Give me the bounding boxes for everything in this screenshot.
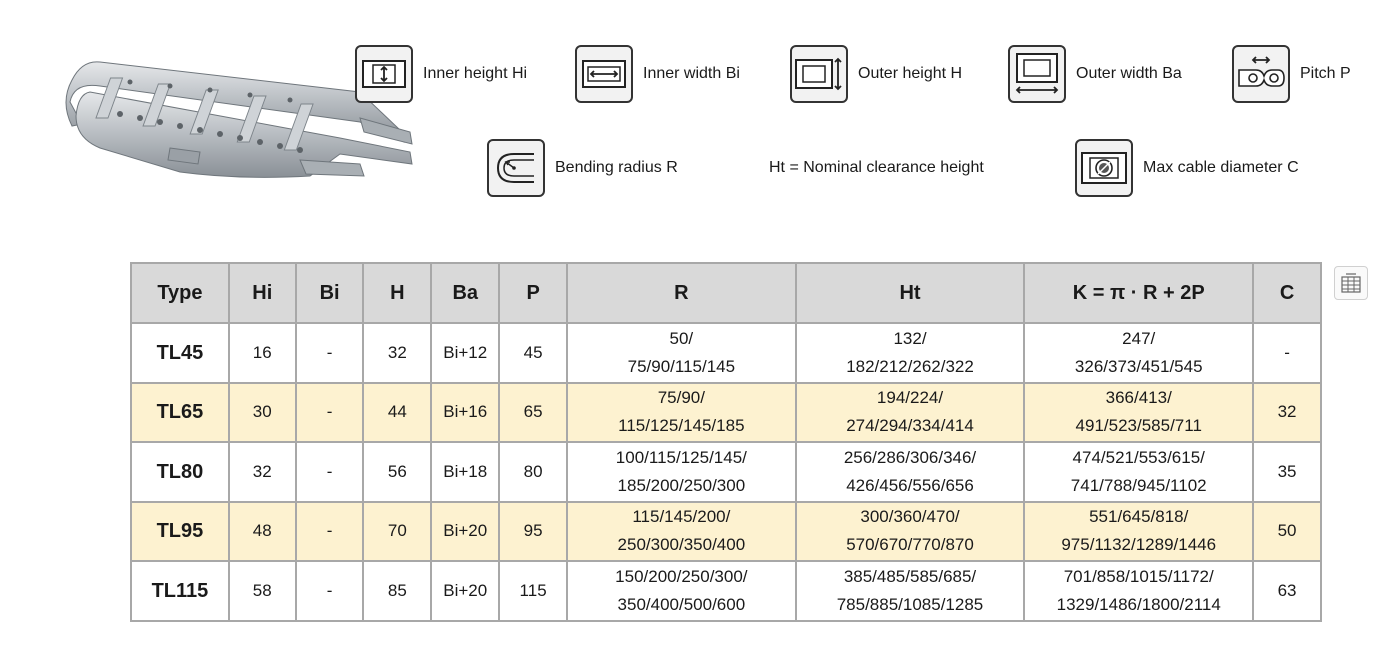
bending-radius-icon <box>487 139 545 197</box>
cell-p: 95 <box>499 502 567 562</box>
cell-line: 385/485/585/685/ <box>843 566 977 586</box>
cell-line: 426/456/556/656 <box>846 475 974 495</box>
column-header: P <box>499 263 567 323</box>
cell-r <box>567 442 796 502</box>
cell-h: 70 <box>363 502 431 562</box>
table-row <box>131 323 1321 383</box>
cell-ba: Bi+20 <box>431 502 499 562</box>
cell-k <box>1024 502 1253 562</box>
table-header-row <box>131 263 1321 323</box>
outer-width-icon <box>1008 45 1066 103</box>
cell-line: 115/125/145/185 <box>618 416 745 436</box>
column-header: H <box>363 263 431 323</box>
cell-ba: Bi+16 <box>431 383 499 443</box>
cell-line: 274/294/334/414 <box>846 416 974 436</box>
cell-k <box>1024 561 1253 621</box>
cell-type: TL115 <box>131 561 229 621</box>
cell-r <box>567 561 796 621</box>
cell-line: 247/ <box>1122 328 1156 348</box>
inner-height-icon <box>355 45 413 103</box>
cell-type: TL65 <box>131 383 229 443</box>
cell-line: 741/788/945/1102 <box>1070 475 1207 495</box>
cell-type: TL80 <box>131 442 229 502</box>
cell-line: 474/521/553/615/ <box>1072 447 1205 467</box>
cell-c: 63 <box>1253 561 1321 621</box>
cell-line: 785/885/1085/1285 <box>836 594 984 614</box>
cell-hi: 58 <box>229 561 296 621</box>
cell-c: 50 <box>1253 502 1321 562</box>
legend-inner-width <box>575 45 740 103</box>
cell-line: 491/523/585/711 <box>1075 416 1202 436</box>
table-body <box>131 323 1321 621</box>
cell-ht <box>796 442 1025 502</box>
column-header: Ht <box>796 263 1025 323</box>
cell-hi: 30 <box>229 383 296 443</box>
cell-line: 100/115/125/145/ <box>615 447 747 467</box>
legend-inner-height <box>355 45 527 103</box>
cell-line: 570/670/770/870 <box>846 535 974 555</box>
cell-p: 115 <box>499 561 567 621</box>
cell-line: 1329/1486/1800/2114 <box>1056 594 1221 614</box>
legend-label-bending-radius: Bending radius R <box>555 159 678 176</box>
spec-table <box>130 262 1322 622</box>
cell-c: 32 <box>1253 383 1321 443</box>
cell-ht <box>796 561 1025 621</box>
column-header: K = π · R + 2P <box>1024 263 1253 323</box>
cell-h: 85 <box>363 561 431 621</box>
cell-line: 701/858/1015/1172/ <box>1063 566 1214 586</box>
cell-ba: Bi+20 <box>431 561 499 621</box>
cell-type: TL95 <box>131 502 229 562</box>
cell-p: 80 <box>499 442 567 502</box>
cell-bi: - <box>296 323 364 383</box>
cell-r <box>567 383 796 443</box>
column-header: C <box>1253 263 1321 323</box>
legend-max-cable <box>1075 139 1299 197</box>
cell-h: 32 <box>363 323 431 383</box>
table-row <box>131 502 1321 562</box>
cell-r <box>567 323 796 383</box>
cell-p: 65 <box>499 383 567 443</box>
cell-bi: - <box>296 561 364 621</box>
cell-line: 50/ <box>669 328 694 348</box>
cell-c: - <box>1253 323 1321 383</box>
cell-ba: Bi+12 <box>431 323 499 383</box>
cell-p: 45 <box>499 323 567 383</box>
legend-label-inner-height: Inner height Hi <box>423 65 528 82</box>
legend-label-inner-width: Inner width Bi <box>643 65 740 82</box>
cell-line: 975/1132/1289/1446 <box>1061 535 1217 555</box>
column-header: Hi <box>229 263 296 323</box>
cell-line: 350/400/500/600 <box>617 594 746 614</box>
cell-line: 150/200/250/300/ <box>615 566 748 586</box>
legend-outer-height <box>790 45 962 103</box>
cell-line: 250/300/350/400 <box>617 535 746 555</box>
nominal-clearance-note: Ht = Nominal clearance height <box>769 159 984 176</box>
cell-line: 185/200/250/300 <box>617 475 746 495</box>
table-row <box>131 383 1321 443</box>
cell-bi: - <box>296 383 364 443</box>
cell-line: 115/145/200/ <box>632 507 731 527</box>
cell-line: 551/645/818/ <box>1089 507 1189 527</box>
cell-h: 56 <box>363 442 431 502</box>
cell-bi: - <box>296 442 364 502</box>
cell-bi: - <box>296 502 364 562</box>
table-tool-icon[interactable] <box>1334 266 1368 300</box>
cell-ba: Bi+18 <box>431 442 499 502</box>
column-header: Bi <box>296 263 364 323</box>
cell-line: 256/286/306/346/ <box>843 447 977 467</box>
cell-line: 132/ <box>893 328 927 348</box>
legend-outer-width <box>1008 45 1182 103</box>
cell-type: TL45 <box>131 323 229 383</box>
table-row <box>131 561 1321 621</box>
cell-line: 182/212/262/322 <box>846 356 974 376</box>
cell-ht <box>796 383 1025 443</box>
outer-height-icon <box>790 45 848 103</box>
column-header: R <box>567 263 796 323</box>
column-header: Ba <box>431 263 499 323</box>
cell-ht <box>796 502 1025 562</box>
cell-line: 75/90/115/145 <box>627 356 736 376</box>
cell-k <box>1024 442 1253 502</box>
cable-diameter-icon <box>1075 139 1133 197</box>
legend-bending-radius <box>487 139 678 197</box>
legend-label-outer-width: Outer width Ba <box>1076 65 1182 82</box>
cell-k <box>1024 323 1253 383</box>
inner-width-icon <box>575 45 633 103</box>
cell-hi: 32 <box>229 442 296 502</box>
legend-label-pitch: Pitch P <box>1300 65 1351 82</box>
cell-r <box>567 502 796 562</box>
pitch-icon <box>1232 45 1290 103</box>
cell-line: 366/413/ <box>1105 388 1172 408</box>
cell-line: 326/373/451/545 <box>1074 356 1203 376</box>
cell-hi: 48 <box>229 502 296 562</box>
cell-line: 194/224/ <box>876 388 944 408</box>
legend-label-max-cable: Max cable diameter C <box>1143 159 1299 176</box>
cell-line: 75/90/ <box>657 388 705 408</box>
table-row <box>131 442 1321 502</box>
cell-k <box>1024 383 1253 443</box>
cell-ht <box>796 323 1025 383</box>
cell-hi: 16 <box>229 323 296 383</box>
legend-label-outer-height: Outer height H <box>858 65 963 82</box>
cell-h: 44 <box>363 383 431 443</box>
legend-pitch <box>1232 45 1351 103</box>
cell-line: 300/360/470/ <box>860 507 960 527</box>
cell-c: 35 <box>1253 442 1321 502</box>
column-header: Type <box>131 263 229 323</box>
